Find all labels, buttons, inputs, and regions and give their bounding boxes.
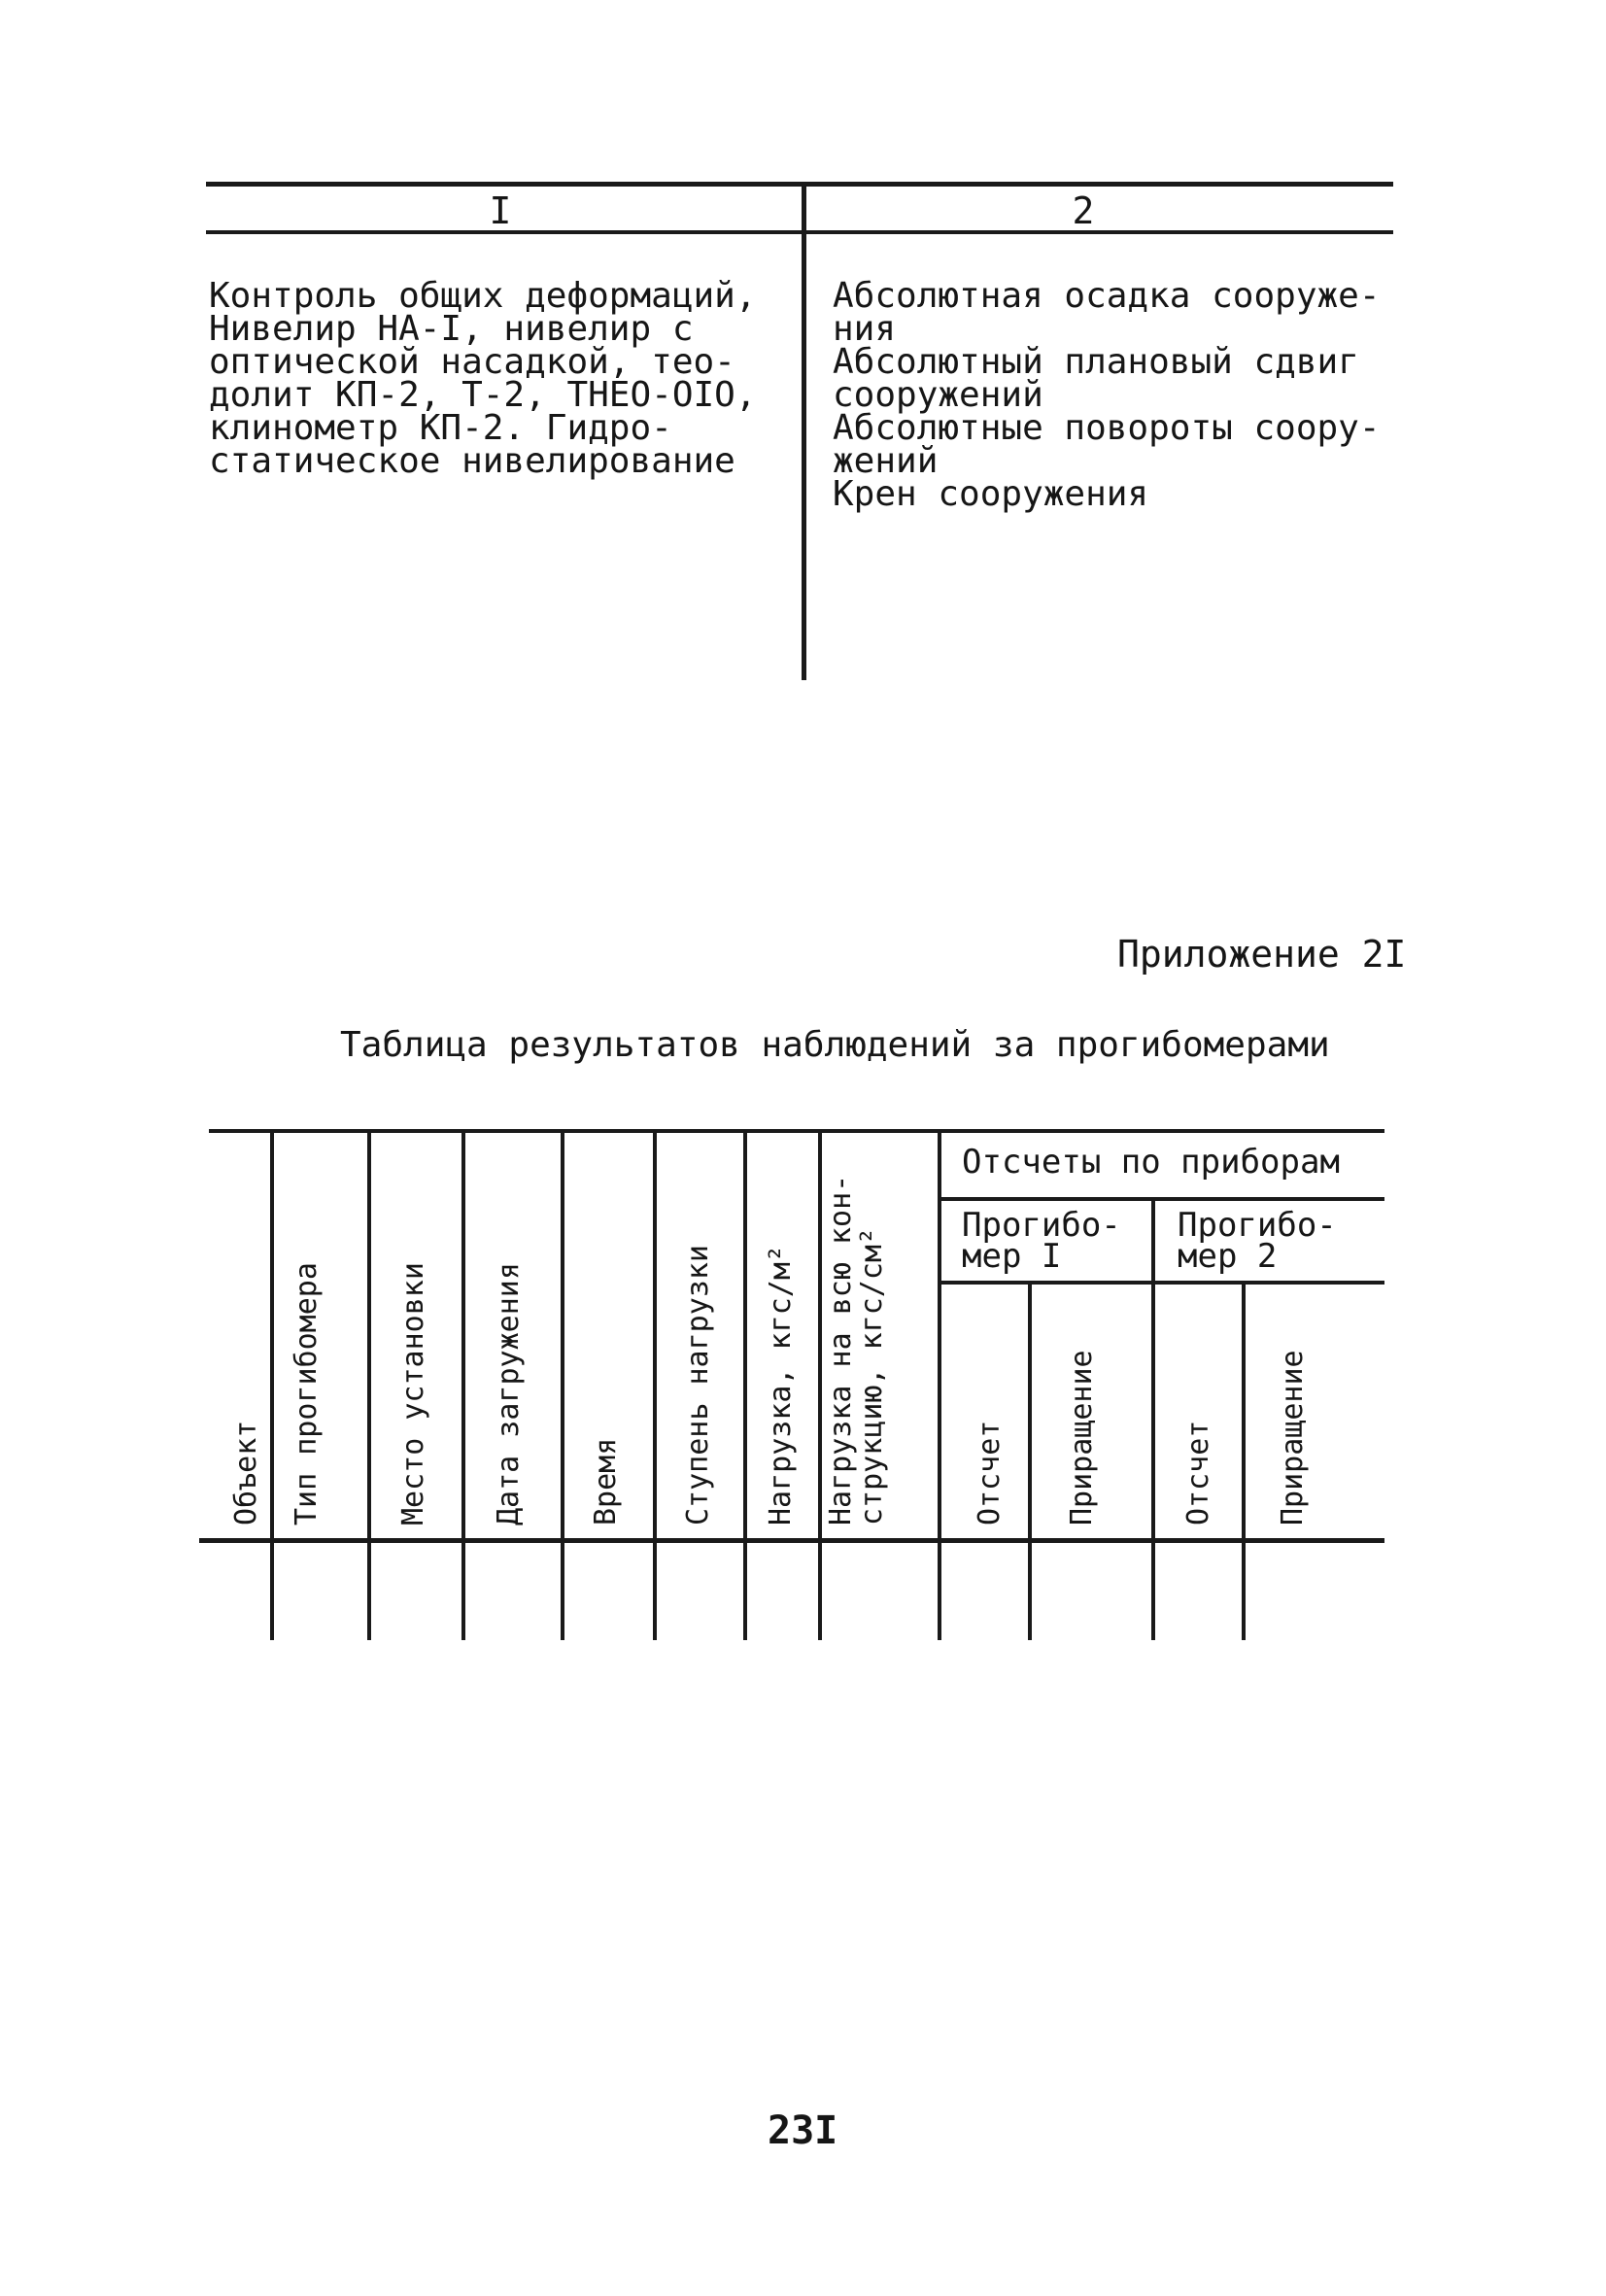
header-object: Объект xyxy=(229,1420,263,1525)
header-location: Место установки xyxy=(396,1262,430,1525)
col-divider xyxy=(367,1130,371,1640)
top-table-col2-header: 2 xyxy=(1072,189,1095,232)
readings-group-rule xyxy=(938,1197,1384,1201)
results-table-rule-top xyxy=(209,1129,1384,1133)
col-divider xyxy=(1028,1283,1032,1640)
top-table-col2-list xyxy=(833,276,1381,514)
top-table-rule-header xyxy=(206,230,1393,234)
header-load-stage: Ступень нагрузки xyxy=(681,1245,715,1525)
top-table-divider xyxy=(802,185,806,680)
header-gauge-2: Прогибо- мер 2 xyxy=(1178,1206,1337,1276)
top-table-col2-item: Крен сооружения xyxy=(833,474,1149,514)
col-divider xyxy=(938,1130,941,1640)
appendix-label: Приложение 2I xyxy=(1117,933,1407,976)
header-load: Нагрузка, кгс/м² xyxy=(764,1245,798,1525)
col-divider xyxy=(743,1130,747,1640)
top-table-col1-text: Контроль общих деформаций, Нивелир НА-I, нивелир с оптической насадкой, тео- долит КП-2, Т-2, THEO-OIO, клинометр КП-2. Гидро- статическое нивелирование xyxy=(209,276,757,481)
header-gauge-type: Тип прогибомера xyxy=(290,1262,324,1525)
header-load-date: Дата загружения xyxy=(492,1262,526,1525)
header-increment-2: Приращение xyxy=(1276,1350,1310,1525)
top-table-col2-item: Абсолютный плановый сдвиг сооружений xyxy=(833,342,1359,415)
col-divider xyxy=(270,1130,274,1640)
top-table-rule-top xyxy=(206,182,1393,187)
table-title: Таблица результатов наблюдений за прогибомерами xyxy=(340,1025,1330,1065)
header-time: Время xyxy=(589,1437,623,1525)
gauge-subheader-rule xyxy=(938,1281,1384,1285)
header-increment-1: Приращение xyxy=(1065,1350,1099,1525)
col-divider xyxy=(1242,1283,1246,1640)
header-gauge-1: Прогибо- мер I xyxy=(962,1206,1121,1276)
header-reading-2: Отсчет xyxy=(1181,1420,1215,1525)
header-load-total: Нагрузка на всю кон- струкцию, кгс/см² xyxy=(824,1174,889,1525)
top-table-col1-header: I xyxy=(489,189,512,232)
col-divider xyxy=(461,1130,465,1640)
col-divider xyxy=(561,1130,564,1640)
page-number: 23I xyxy=(768,2108,838,2153)
results-table-rule-header xyxy=(199,1538,1384,1543)
top-table-col2-item: Абсолютная осадка сооруже- ния xyxy=(833,276,1381,349)
top-table-col2-item: Абсолютные повороты соору- жений xyxy=(833,408,1381,481)
col-divider xyxy=(1151,1199,1155,1640)
header-readings-group: Отсчеты по приборам xyxy=(962,1143,1340,1182)
col-divider xyxy=(653,1130,657,1640)
header-reading-1: Отсчет xyxy=(973,1420,1007,1525)
col-divider xyxy=(818,1130,822,1640)
